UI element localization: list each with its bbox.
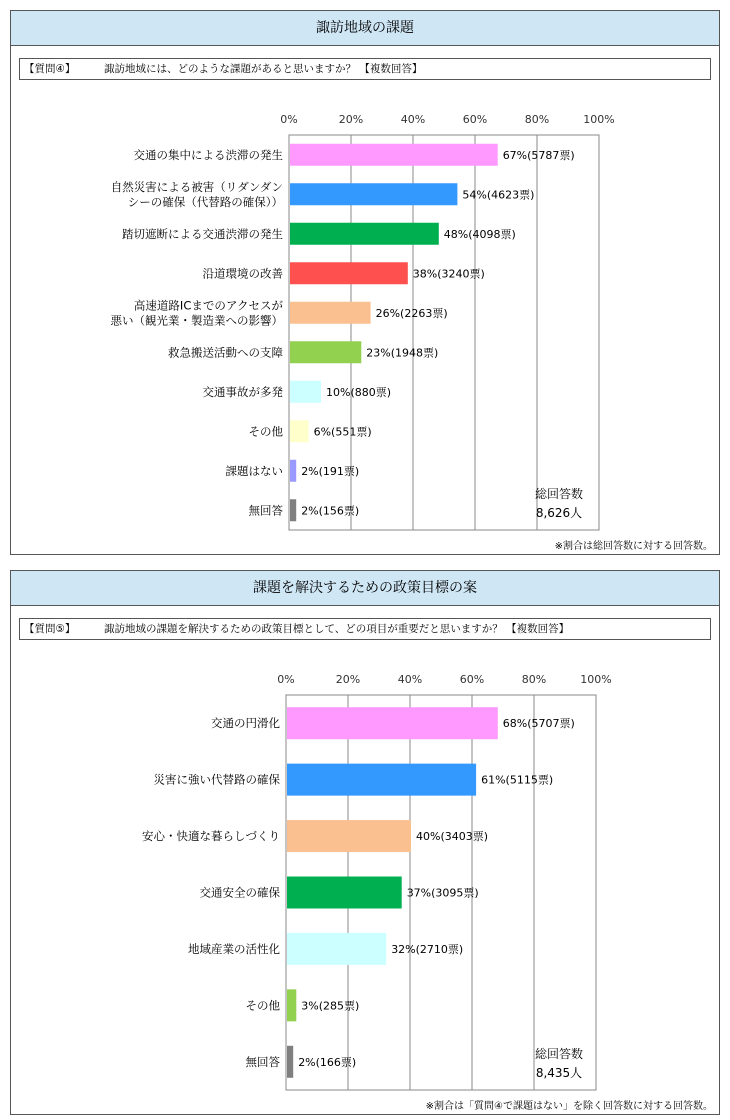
total-label: 総回答数 [534, 487, 584, 501]
data-label: 40%(3403票) [416, 830, 489, 844]
tick-label: 100% [580, 673, 612, 686]
data-label: 2%(191票) [301, 464, 360, 478]
bar [287, 820, 411, 852]
bar [290, 262, 408, 284]
data-label: 3%(285票) [301, 999, 360, 1013]
total-value: 8,626人 [535, 506, 583, 520]
category-label: 悪い（観光業・製造業への影響） [110, 313, 283, 328]
bar [290, 460, 296, 482]
data-label: 2%(166票) [298, 1055, 357, 1069]
tick-label: 80% [521, 673, 547, 686]
question-text: 諏訪地域の課題を解決するための政策目標として、どの項目が重要だと思いますか？ 【複数回答】 [104, 623, 570, 635]
category-label: 災害に強い代替路の確保 [153, 772, 280, 787]
category-label: 沿道環境の改善 [202, 266, 283, 281]
category-label: 交通の集中による渋滞の発生 [133, 147, 283, 162]
data-label: 61%(5115票) [481, 773, 554, 787]
category-label: 安心・快適な暮らしづくり [142, 829, 280, 844]
category-label: 地域産業の活性化 [188, 941, 280, 956]
data-label: 6%(551票) [313, 425, 372, 439]
category-label: 無回答 [245, 1054, 280, 1069]
tick-label: 60% [462, 113, 488, 126]
category-label: その他 [245, 998, 280, 1013]
data-label: 54%(4623票) [462, 188, 535, 202]
bar [287, 933, 386, 965]
category-label: その他 [248, 424, 283, 439]
bar [287, 707, 498, 739]
data-label: 23%(1948票) [366, 346, 439, 360]
tick-label: 20% [338, 113, 364, 126]
tick-label: 100% [583, 113, 615, 126]
bar [290, 183, 457, 205]
bar [290, 302, 371, 324]
data-label: 32%(2710票) [391, 942, 464, 956]
footnote: ※割合は総回答数に対する回答数。 [554, 541, 713, 552]
category-label: 踏切遮断による交通渋滞の発生 [122, 226, 283, 241]
category-label: 無回答 [248, 503, 283, 518]
category-label: 課題はない [225, 463, 283, 478]
tick-label: 40% [397, 673, 423, 686]
bar [287, 764, 476, 796]
category-label: シーの確保（代替路の確保）） [127, 194, 283, 209]
bar [290, 223, 439, 245]
category-label: 自然災害による被害（リダンダン [110, 179, 283, 194]
category-label: 交通安全の確保 [199, 885, 280, 900]
tick-label: 0% [277, 673, 295, 686]
category-label: 交通の円滑化 [211, 716, 280, 731]
data-label: 37%(3095票) [406, 886, 479, 900]
total-value: 8,435人 [535, 1066, 583, 1080]
question-text: 諏訪地域には、どのような課題があると思いますか？ 【複数回答】 [104, 63, 423, 75]
bar [290, 341, 361, 363]
footnote: ※割合は「質問④で課題はない」を除く回答数に対する回答数。 [425, 1101, 713, 1112]
data-label: 68%(5707票) [502, 717, 575, 731]
category-label: 高速道路ICまでのアクセスが [133, 298, 283, 313]
data-label: 2%(156票) [301, 504, 360, 518]
tick-label: 60% [459, 673, 485, 686]
category-label: 救急搬送活動への支障 [168, 345, 283, 360]
tick-label: 80% [524, 113, 550, 126]
tick-label: 0% [280, 113, 298, 126]
category-label: 交通事故が多発 [202, 384, 283, 399]
policy-panel [10, 570, 720, 1115]
panel-title: 課題を解決するための政策目標の案 [11, 571, 719, 606]
panel-title: 諏訪地域の課題 [11, 11, 719, 46]
bar [290, 381, 321, 403]
data-label: 26%(2263票) [375, 306, 448, 320]
policy-bar-chart [11, 571, 721, 1116]
question-number: 【質問⑤】 [24, 623, 76, 635]
bar [290, 144, 498, 166]
data-label: 38%(3240票) [412, 267, 485, 281]
bar [290, 420, 309, 442]
bar [287, 989, 296, 1021]
tick-label: 20% [335, 673, 361, 686]
data-label: 10%(880票) [326, 385, 392, 399]
tick-label: 40% [400, 113, 426, 126]
bar [290, 499, 296, 521]
bar [287, 877, 402, 909]
data-label: 67%(5787票) [502, 148, 575, 162]
data-label: 48%(4098票) [443, 227, 516, 241]
bar [287, 1046, 293, 1078]
question-number: 【質問④】 [24, 63, 76, 75]
issues-bar-chart [11, 11, 721, 556]
issues-panel [10, 10, 720, 555]
total-label: 総回答数 [534, 1047, 584, 1061]
